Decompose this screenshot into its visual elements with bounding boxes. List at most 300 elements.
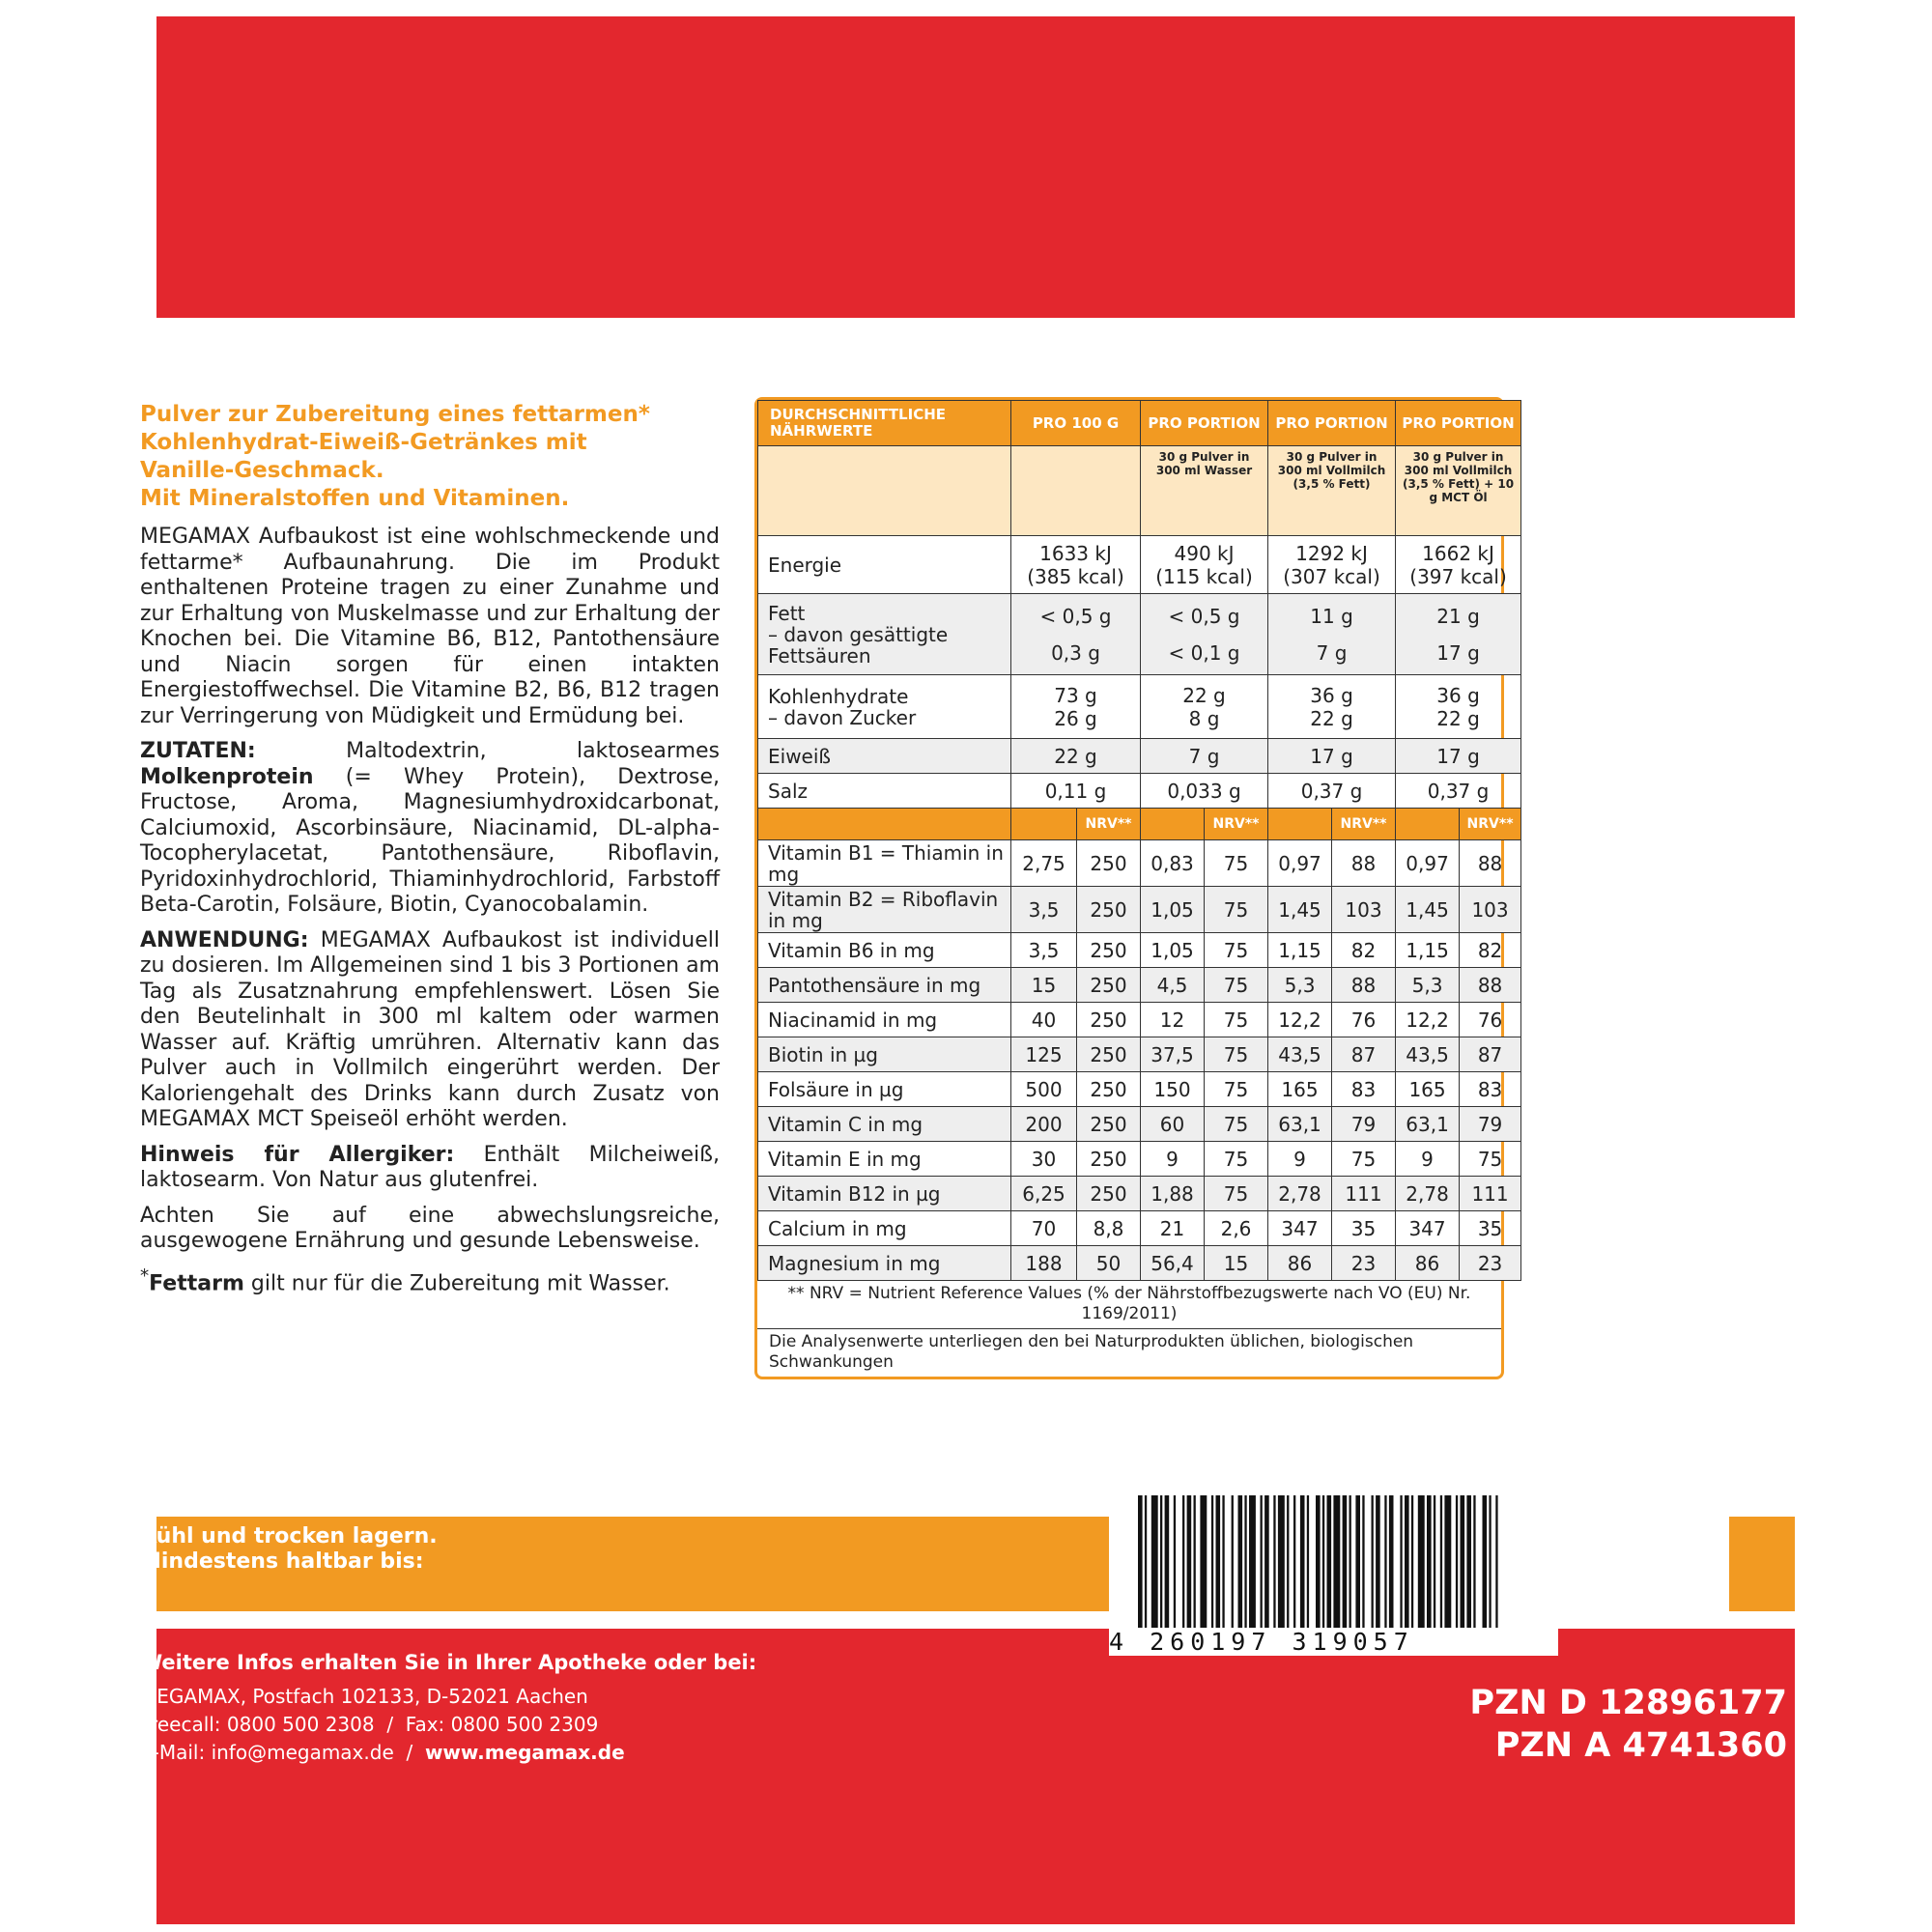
value-cell: 347 [1268,1211,1332,1246]
value-kj: 1633 kJ [1039,541,1112,565]
barcode-bar [1182,1495,1184,1631]
contact-block [140,1649,756,1767]
table-row [758,933,1521,968]
barcode-bar [1473,1495,1475,1631]
barcode-bar [1384,1495,1386,1631]
value-cell: 0,11 g [1011,774,1141,809]
table-row [758,1246,1521,1281]
value-cell: 165 [1268,1072,1332,1107]
value-cell: 150 [1141,1072,1205,1107]
barcode-bar [1307,1495,1309,1631]
value-cell: 17 g [1396,739,1521,774]
value-cell [1141,536,1268,594]
table-row [758,887,1521,933]
nrv-cell: 75 [1205,1177,1268,1211]
barcode-bar [1174,1495,1176,1631]
value: 22 g [1182,683,1226,707]
diet-note: Achten Sie auf eine abwechslungsreiche, ausgewogene Ernährung und gesunde Lebensweise. [140,1203,720,1253]
nrv-label: NRV** [1077,809,1141,840]
barcode-bar [1244,1495,1246,1631]
contact-web-line [140,1739,756,1767]
kh-label: Kohlenhydrate [768,684,909,708]
value-cell: 3,5 [1011,887,1077,933]
allergy-text [140,1143,720,1194]
subheader-empty [1011,446,1141,536]
value-sub: 17 g [1436,640,1480,665]
table-row-fett [758,594,1521,675]
barcode-bar [1418,1495,1425,1631]
nrv-footnote: ** NRV = Nutrient Reference Values (% der Nährstoffbezugswerte nach VO (EU) Nr. 1169/2011) [757,1281,1501,1329]
barcode-bar [1216,1495,1221,1631]
table-row [758,840,1521,887]
usage-label: ANWENDUNG: [140,927,309,952]
value-cell: 2,78 [1396,1177,1460,1211]
value-cell: 9 [1268,1142,1332,1177]
nrv-cell: 88 [1332,968,1396,1003]
table-row [758,1211,1521,1246]
nrv-cell: 250 [1077,1037,1141,1072]
contact-email[interactable]: E-Mail: info@megamax.de [140,1741,394,1764]
value-cell [1011,675,1141,739]
header-label: DURCHSCHNITTLICHE NÄHRWERTE [758,401,1011,446]
row-label: Vitamin E in mg [758,1142,1011,1177]
nrv-cell: 83 [1332,1072,1396,1107]
value-cell: 500 [1011,1072,1077,1107]
table-row-salz [758,774,1521,809]
table-row [758,1072,1521,1107]
nrv-cell: 75 [1332,1142,1396,1177]
value: 11 g [1310,604,1353,628]
table-subheader-row [758,446,1521,536]
nrv-cell: 75 [1205,1037,1268,1072]
barcode-bar [1411,1495,1413,1631]
barcode-bar [1322,1495,1324,1631]
nrv-label: NRV** [1460,809,1521,840]
value-cell: 5,3 [1268,968,1332,1003]
table-row-kohlenhydrate [758,675,1521,739]
value-cell: 0,37 g [1396,774,1521,809]
barcode-bar [1389,1495,1394,1631]
table-row [758,1107,1521,1142]
nrv-cell: 250 [1077,1003,1141,1037]
value-cell: 86 [1268,1246,1332,1281]
nrv-header-row [758,809,1521,840]
value-cell: 17 g [1268,739,1396,774]
fett-label: Fett [768,601,806,625]
pzn-a: PZN A 4741360 [1494,1726,1787,1765]
nrv-cell: 87 [1332,1037,1396,1072]
barcode-bar [1405,1495,1409,1631]
nrv-label: NRV** [1332,809,1396,840]
nrv-empty [1141,809,1205,840]
value-cell: 22 g [1011,739,1141,774]
nrv-cell: 8,8 [1077,1211,1141,1246]
pzn-d: PZN D 12896177 [1469,1684,1787,1722]
barcode-bar [1495,1495,1497,1631]
analysis-footnote: Die Analysenwerte unterliegen den bei Naturprodukten üblichen, biologischen Schwankungen [769,1332,1414,1372]
nrv-cell: 111 [1460,1177,1521,1211]
row-label: Biotin in µg [758,1037,1011,1072]
nrv-cell: 79 [1460,1107,1521,1142]
row-label: Vitamin B6 in mg [758,933,1011,968]
nrv-cell: 111 [1332,1177,1396,1211]
value-cell: 200 [1011,1107,1077,1142]
fett-sublabel: – davon gesättigte Fettsäuren [768,622,949,668]
value-kj: 1662 kJ [1422,541,1494,565]
value-cell [1141,594,1268,675]
nrv-cell: 76 [1460,1003,1521,1037]
header-col: PRO PORTION [1268,401,1396,446]
barcode-bar [1273,1495,1275,1631]
row-label: Salz [758,774,1011,809]
nrv-cell: 250 [1077,933,1141,968]
product-headline [140,401,720,513]
barcode-bar [1211,1495,1213,1631]
subheader-empty [758,446,1011,536]
headline-line: Mit Mineralstoffen und Vitaminen. [140,486,570,511]
ingredients-allergen: Molkenprotein [140,764,314,789]
fat-note-label: Fettarm [149,1270,244,1295]
nrv-cell: 15 [1205,1246,1268,1281]
row-label: Calcium in mg [758,1211,1011,1246]
value-cell: 1,88 [1141,1177,1205,1211]
nrv-empty [758,809,1011,840]
barcode-bar [1287,1495,1289,1631]
storage-orange-band-right [1729,1517,1795,1611]
value-cell [1141,675,1268,739]
nrv-cell: 88 [1332,840,1396,887]
nrv-cell: 250 [1077,840,1141,887]
barcode-bar [1461,1495,1465,1631]
barcode-bar [1232,1495,1234,1631]
table-row [758,1177,1521,1211]
barcode-bar [1138,1495,1143,1631]
value-cell: 7 g [1141,739,1268,774]
nrv-cell: 88 [1460,840,1521,887]
ingredients-part: (= Whey Protein), Dextrose, Fructose, Aroma, Magnesiumhydroxidcarbonat, Calciumoxid, Ascorbinsäure, Niacinamid, DL-alpha-Tocopherylacetat, Pantothensäure, Riboflavin, Pyridoxinhydrochlorid, Thiaminhydrochlorid, Farbstoff Beta-Carotin, Folsäure, Biotin, Cyanocobalamin. [140,764,721,917]
value-cell: 1,05 [1141,933,1205,968]
subheader-col: 30 g Pulver in 300 ml Wasser [1141,446,1268,536]
contact-separator: / [386,1713,394,1736]
value: < 0,5 g [1039,604,1112,628]
value-cell [1396,536,1521,594]
headline-line: Kohlenhydrat-Eiweiß-Getränkes mit [140,430,587,455]
nrv-cell: 103 [1332,887,1396,933]
value-cell: 21 [1141,1211,1205,1246]
nrv-empty [1268,809,1332,840]
value-cell: 0,97 [1268,840,1332,887]
barcode-bar [1376,1495,1380,1631]
row-label: Vitamin B12 in µg [758,1177,1011,1211]
value: 36 g [1436,683,1480,707]
barcode-bar [1444,1495,1451,1631]
value-cell: 12,2 [1396,1003,1460,1037]
value-cell: 125 [1011,1037,1077,1072]
barcode-bar [1355,1495,1360,1631]
value-sub: 7 g [1316,640,1348,665]
barcode-bar [1194,1495,1196,1631]
allergy-label: Hinweis für Allergiker: [140,1142,455,1167]
row-label: Vitamin C in mg [758,1107,1011,1142]
nrv-cell: 75 [1205,968,1268,1003]
barcode-bar [1200,1495,1207,1631]
value: < 0,5 g [1168,604,1240,628]
nrv-cell: 250 [1077,1142,1141,1177]
ingredients-text [140,739,720,919]
nrv-cell: 88 [1460,968,1521,1003]
value-cell: 1,15 [1268,933,1332,968]
nrv-label: NRV** [1205,809,1268,840]
nrv-cell: 82 [1332,933,1396,968]
ingredients-part: Maltodextrin, laktosearmes [346,739,720,763]
nrv-cell: 75 [1205,1107,1268,1142]
value-cell: 43,5 [1268,1037,1332,1072]
nrv-cell: 250 [1077,1107,1141,1142]
description-column [140,401,720,1306]
allergy-body: Enthält Milcheiweiß, laktosearm. Von Natur aus glutenfrei. [140,1142,720,1192]
barcode-bar [1165,1495,1170,1631]
table-row [758,968,1521,1003]
table-row-energie [758,536,1521,594]
barcode-bar [1400,1495,1402,1631]
contact-fax: Fax: 0800 500 2309 [405,1713,599,1736]
subheader-col: 30 g Pulver in 300 ml Vollmilch (3,5 % Fett) + 10 g MCT Öl [1396,446,1521,536]
value-sub: 22 g [1436,706,1480,730]
table-row [758,1037,1521,1072]
value-cell: 1,45 [1396,887,1460,933]
value-cell [1268,594,1396,675]
nrv-cell: 75 [1460,1142,1521,1177]
value-cell [1268,536,1396,594]
row-label: Vitamin B2 = Riboflavin in mg [758,887,1011,933]
row-label: Pantothensäure in mg [758,968,1011,1003]
value-sub: 0,3 g [1051,640,1100,665]
nrv-empty [1396,809,1460,840]
nrv-cell: 50 [1077,1246,1141,1281]
ingredients-label: ZUTATEN: [140,739,256,763]
barcode-bar [1483,1495,1488,1631]
value-sub: 8 g [1188,706,1220,730]
value-cell: 12 [1141,1003,1205,1037]
value-cell: 0,37 g [1268,774,1396,809]
value-cell [1396,675,1521,739]
contact-freecall: Freecall: 0800 500 2308 [140,1713,375,1736]
contact-heading: Weitere Infos erhalten Sie in Ihrer Apotheke oder bei: [140,1651,757,1674]
nrv-cell: 79 [1332,1107,1396,1142]
table-header-row [758,401,1521,446]
value: 36 g [1310,683,1353,707]
value-cell: 2,78 [1268,1177,1332,1211]
value-sub: 22 g [1310,706,1353,730]
table-row [758,1142,1521,1177]
value-cell: 15 [1011,968,1077,1003]
value-cell: 60 [1141,1107,1205,1142]
barcode-bar [1440,1495,1442,1631]
nrv-cell: 75 [1205,840,1268,887]
barcode-bar [1489,1495,1491,1631]
barcode-bar [1350,1495,1351,1631]
row-label: Niacinamid in mg [758,1003,1011,1037]
contact-address: MEGAMAX, Postfach 102133, D-52021 Aachen [140,1685,588,1708]
headline-line: Pulver zur Zubereitung eines fettarmen* [140,402,650,427]
value-cell: 30 [1011,1142,1077,1177]
barcode-number: 4 260197 319057 [1109,1628,1558,1656]
nrv-cell: 103 [1460,887,1521,933]
headline-line: Vanille-Geschmack. [140,458,384,483]
kh-sublabel: – davon Zucker [768,705,917,729]
nrv-cell: 35 [1460,1211,1521,1246]
barcode-bar [1238,1495,1243,1631]
barcode-bar [1466,1495,1471,1631]
contact-separator: / [406,1741,413,1764]
nrv-cell: 75 [1205,1003,1268,1037]
barcode-bar [1434,1495,1435,1631]
row-label: Vitamin B1 = Thiamin in mg [758,840,1011,887]
value-kj: 490 kJ [1174,541,1235,565]
barcode-bar [1151,1495,1158,1631]
vitamin-rows [758,840,1521,1281]
contact-phone-line [140,1711,756,1739]
value-cell: 1,15 [1396,933,1460,968]
barcode-bar [1316,1495,1321,1631]
value-cell: 37,5 [1141,1037,1205,1072]
nrv-empty [1011,809,1077,840]
value-cell: 40 [1011,1003,1077,1037]
value-cell [1011,594,1141,675]
value-cell: 1,05 [1141,887,1205,933]
nrv-cell: 75 [1205,1142,1268,1177]
barcode-bar [1456,1495,1458,1631]
row-label: Folsäure in µg [758,1072,1011,1107]
nutrition-table [754,397,1515,1379]
value-kcal: (397 kcal) [1409,564,1507,588]
barcode-bar [1327,1495,1332,1631]
nrv-cell: 250 [1077,887,1141,933]
nrv-cell: 75 [1205,1072,1268,1107]
value-kcal: (385 kcal) [1027,564,1124,588]
usage-text [140,928,720,1133]
nrv-cell: 23 [1332,1246,1396,1281]
value-cell: 63,1 [1396,1107,1460,1142]
row-label: Eiweiß [758,739,1011,774]
value-cell: 347 [1396,1211,1460,1246]
header-col: PRO PORTION [1396,401,1521,446]
fat-note [140,1264,720,1297]
value-cell: 4,5 [1141,968,1205,1003]
nrv-cell: 82 [1460,933,1521,968]
value-cell: 165 [1396,1072,1460,1107]
table-row [758,1003,1521,1037]
nrv-cell: 250 [1077,968,1141,1003]
value-sub: < 0,1 g [1168,640,1240,665]
usage-body: MEGAMAX Aufbaukost ist individuell zu dosieren. Im Allgemeinen sind 1 bis 3 Portionen am Tag als Zusatznahrung empfehlenswert. Lösen Sie den Beutelinhalt in 300 ml kaltem oder warmen Wasser auf. Kräftig umrühren. Alternativ kann das Pulver auch in Vollmilch eingerührt werden. Der Kaloriengehalt des Drinks kann durch Zusatz von MEGAMAX MCT Speiseöl erhöht werden. [140,927,720,1131]
value-cell: 3,5 [1011,933,1077,968]
nrv-cell: 87 [1460,1037,1521,1072]
contact-website[interactable]: www.megamax.de [424,1741,625,1764]
value-kcal: (115 kcal) [1155,564,1253,588]
value-cell: 0,97 [1396,840,1460,887]
subheader-col: 30 g Pulver in 300 ml Vollmilch (3,5 % Fett) [1268,446,1396,536]
nrv-cell: 35 [1332,1211,1396,1246]
row-label: Magnesium in mg [758,1246,1011,1281]
barcode-bar [1333,1495,1340,1631]
nrv-cell: 75 [1205,887,1268,933]
barcode-bar [1160,1495,1162,1631]
nrv-cell: 75 [1205,933,1268,968]
value-cell: 2,75 [1011,840,1077,887]
value-cell [1011,536,1141,594]
storage-line: Kühl und trocken lagern. [140,1524,438,1548]
pzn-block [1469,1682,1787,1767]
value: 73 g [1054,683,1097,707]
row-label [758,675,1011,739]
value-cell: 70 [1011,1211,1077,1246]
value-cell: 0,83 [1141,840,1205,887]
table-row-eiweiss [758,739,1521,774]
value-kcal: (307 kcal) [1283,564,1380,588]
storage-text [140,1524,438,1575]
barcode-bar [1278,1495,1285,1631]
row-label [758,594,1011,675]
value-cell [1268,675,1396,739]
header-col: PRO 100 G [1011,401,1141,446]
nrv-cell: 76 [1332,1003,1396,1037]
value-cell: 0,033 g [1141,774,1268,809]
barcode-bar [1293,1495,1295,1631]
value-cell: 43,5 [1396,1037,1460,1072]
barcode-bar [1145,1495,1147,1631]
barcode [1109,1488,1558,1633]
barcode-bar [1362,1495,1364,1631]
barcode-bar [1343,1495,1348,1631]
barcode-bar [1222,1495,1224,1631]
value-cell: 86 [1396,1246,1460,1281]
value-cell: 63,1 [1268,1107,1332,1142]
barcode-bar [1372,1495,1374,1631]
value-cell [1396,594,1521,675]
barcode-bar [1249,1495,1256,1631]
row-label: Energie [758,536,1011,594]
storage-line: Mindestens haltbar bis: [140,1549,424,1574]
nrv-cell: 2,6 [1205,1211,1268,1246]
barcode-bar [1300,1495,1305,1631]
value-cell: 5,3 [1396,968,1460,1003]
value-cell: 12,2 [1268,1003,1332,1037]
fat-note-body: gilt nur für die Zubereitung mit Wasser. [250,1270,670,1295]
value-cell: 6,25 [1011,1177,1077,1211]
value-cell: 1,45 [1268,887,1332,933]
intro-text: MEGAMAX Aufbaukost ist eine wohlschmeckende und fettarme* Aufbaunahrung. Die im Produkt enthaltenen Proteine tragen zu einer Zunahme und zur Erhaltung von Muskelmasse und zur Erhaltung der Knochen bei. Die Vitamine B6, B12, Pantothensäure und Niacin sorgen für einen intakten Energiestoffwechsel. Die Vitamine B2, B6, B12 tragen zur Verringerung von Müdigkeit und Ermüdung bei. [140,525,720,728]
nutrition-grid [757,400,1521,1281]
value-cell: 56,4 [1141,1246,1205,1281]
barcode-bar [1261,1495,1263,1631]
top-red-band [156,16,1795,318]
value-kj: 1292 kJ [1295,541,1368,565]
value: 21 g [1436,604,1480,628]
barcode-bar [1187,1495,1192,1631]
barcode-bar [1264,1495,1269,1631]
barcode-bar [1427,1495,1432,1631]
value-cell: 9 [1396,1142,1460,1177]
nrv-cell: 83 [1460,1072,1521,1107]
fat-note-star: * [140,1265,150,1287]
value-sub: 26 g [1054,706,1097,730]
value-cell: 9 [1141,1142,1205,1177]
nrv-cell: 250 [1077,1177,1141,1211]
nrv-cell: 23 [1460,1246,1521,1281]
nrv-cell: 250 [1077,1072,1141,1107]
value-cell: 188 [1011,1246,1077,1281]
